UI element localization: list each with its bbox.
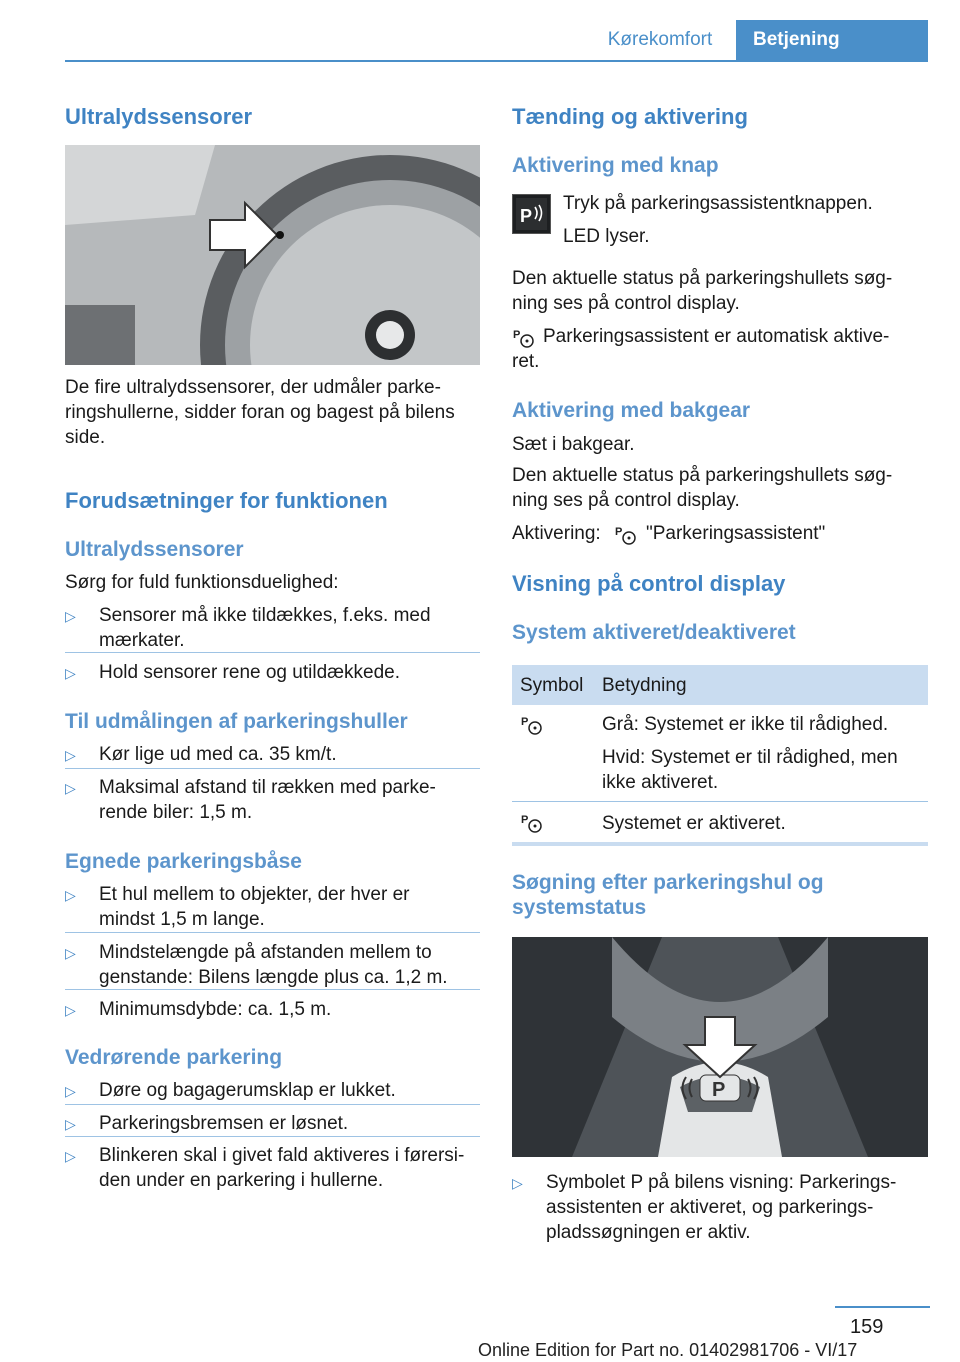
table-col-betydning: Betydning xyxy=(602,675,687,696)
footer-rule xyxy=(835,1306,930,1308)
text-saet: Sæt i bakgear. xyxy=(512,434,635,455)
bullet-triangle-icon: ▷ xyxy=(65,945,76,961)
bullet-triangle-icon: ▷ xyxy=(65,608,76,624)
parking-assistant-icon xyxy=(520,713,546,737)
bullet-triangle-icon: ▷ xyxy=(65,887,76,903)
sensor-photo xyxy=(65,145,480,365)
bullet-triangle-icon: ▷ xyxy=(65,1148,76,1164)
parking-assistant-icon xyxy=(614,523,640,547)
parking-assistant-icon-glyph xyxy=(614,523,640,547)
text-led: LED lyser. xyxy=(563,226,650,247)
status-text-1 xyxy=(512,266,928,316)
list-item xyxy=(65,1078,480,1103)
text-line: mærkater. xyxy=(99,630,185,651)
aktivering-label: Aktivering: xyxy=(512,523,601,544)
list-item xyxy=(65,1143,480,1193)
text-line: Sensorer må ikke tildækkes, f.eks. med xyxy=(99,605,431,626)
display-p-label: P xyxy=(712,1079,726,1101)
page-number: 159 xyxy=(850,1316,884,1338)
bullet-triangle-icon: ▷ xyxy=(65,1083,76,1099)
text-line: mindst 1,5 m lange. xyxy=(99,909,265,930)
text-line: Symbolet P på bilens visning: Parkerings- xyxy=(546,1172,897,1193)
bullet-triangle-icon: ▷ xyxy=(65,747,76,763)
display-photo xyxy=(512,937,928,1157)
text-line: rende biler: 1,5 m. xyxy=(99,802,253,823)
text-line: ikke aktiveret. xyxy=(602,772,719,793)
list-item xyxy=(65,997,480,1022)
subheading-egnede: Egnede parkeringsbåse xyxy=(65,850,302,873)
aktivering-value: "Parkeringsassistent" xyxy=(646,523,826,544)
text-line: den under en parkering i hullerne. xyxy=(99,1170,384,1191)
separator xyxy=(65,768,480,769)
heading-ultralydssensorer: Ultralydssensorer xyxy=(65,104,253,129)
table-row-1 xyxy=(602,712,928,795)
parking-assistant-icon-glyph xyxy=(520,811,546,835)
list-item xyxy=(65,742,480,767)
text-sorg: Sørg for fuld funktionsduelighed: xyxy=(65,572,339,593)
list-item xyxy=(65,660,480,685)
sensor-description xyxy=(65,375,480,450)
subheading-knap: Aktivering med knap xyxy=(512,154,719,177)
text-line: ning ses på control display. xyxy=(512,293,740,314)
heading-visning: Visning på control display xyxy=(512,571,786,596)
text-line: systemstatus xyxy=(512,896,647,919)
text-line: genstande: Bilens længde plus ca. 1,2 m. xyxy=(99,967,448,988)
separator xyxy=(65,652,480,653)
button-icon xyxy=(512,194,551,234)
list-item xyxy=(65,775,480,825)
list-item xyxy=(65,1111,480,1136)
svg-text:P: P xyxy=(513,329,521,341)
status-text-2 xyxy=(512,463,928,513)
separator xyxy=(65,932,480,933)
svg-text:P: P xyxy=(521,716,529,728)
display-illustration xyxy=(512,937,928,1157)
text-line: Hold sensorer rene og utildækkede. xyxy=(99,662,401,683)
bullet-triangle-icon: ▷ xyxy=(65,1116,76,1132)
text-line: Parkeringsassistent er automatisk aktive- xyxy=(543,326,890,347)
parking-assistant-icon-glyph xyxy=(520,713,546,737)
list-item xyxy=(65,882,480,932)
text-line: pladssøgningen er aktiv. xyxy=(546,1222,751,1243)
heading-forudsaetninger: Forudsætninger for funktionen xyxy=(65,488,388,513)
footer-edition: Online Edition for Part no. 01402981706 - VI/17 xyxy=(478,1340,858,1360)
svg-text:P: P xyxy=(520,206,533,226)
sensor-photo-illustration xyxy=(65,145,480,365)
text-line: Den aktuelle status på parkeringshullets søg- xyxy=(512,465,893,486)
svg-text:P: P xyxy=(615,526,623,538)
bullet-triangle-icon: ▷ xyxy=(65,665,76,681)
text-line: Maksimal afstand til rækken med parke- xyxy=(99,777,436,798)
text-line: Kør lige ud med ca. 35 km/t. xyxy=(99,744,337,765)
subheading-sogning xyxy=(512,870,824,920)
text-line: Et hul mellem to objekter, der hver er xyxy=(99,884,410,905)
list-item xyxy=(512,1170,928,1245)
text-line: Blinkeren skal i givet fald aktiveres i førersi- xyxy=(99,1145,465,1166)
svg-text:P: P xyxy=(521,814,529,826)
table-bottom-rule xyxy=(512,842,928,846)
text-line: Minimumsdybde: ca. 1,5 m. xyxy=(99,999,332,1020)
subheading-bakgear: Aktivering med bakgear xyxy=(512,399,751,422)
text-line: ringshullerne, sidder foran og bagest på bilens xyxy=(65,402,455,423)
text-line: Søgning efter parkeringshul og xyxy=(512,871,824,894)
button-icon-glyph xyxy=(513,195,550,233)
separator xyxy=(65,1136,480,1137)
text-line: ning ses på control display. xyxy=(512,490,740,511)
table-col-symbol: Symbol xyxy=(520,675,584,696)
auto-text xyxy=(512,324,928,374)
subheading-maaling: Til udmålingen af parkeringshuller xyxy=(65,710,408,733)
text-tryk: Tryk på parkeringsassistentknappen. xyxy=(563,193,873,214)
text-line: assistenten er aktiveret, og parkerings- xyxy=(546,1197,874,1218)
subheading-system: System aktiveret/deaktiveret xyxy=(512,621,796,644)
heading-taending: Tænding og aktivering xyxy=(512,104,748,129)
text-line: Mindstelængde på afstanden mellem to xyxy=(99,942,432,963)
header-tab-betjening[interactable]: Betjening xyxy=(736,20,928,60)
text-line: Døre og bagagerumsklap er lukket. xyxy=(99,1080,396,1101)
text-line: ret. xyxy=(512,351,540,372)
text-line: Hvid: Systemet er til rådighed, men xyxy=(602,747,898,768)
separator xyxy=(65,1104,480,1105)
text-line: Den aktuelle status på parkeringshullets søg- xyxy=(512,268,893,289)
bullet-triangle-icon: ▷ xyxy=(65,780,76,796)
subheading-vedrorende: Vedrørende parkering xyxy=(65,1046,283,1069)
bullet-triangle-icon: ▷ xyxy=(512,1175,523,1191)
text-line: Parkeringsbremsen er løsnet. xyxy=(99,1113,349,1134)
list-item xyxy=(65,940,480,990)
header-rule xyxy=(65,60,928,62)
separator xyxy=(65,989,480,990)
subheading-ultralydssensorer: Ultralydssensorer xyxy=(65,538,244,561)
text-line: De fire ultralydssensorer, der udmåler parke- xyxy=(65,377,441,398)
table-separator xyxy=(512,801,928,802)
list-item xyxy=(65,603,480,653)
table-row-2: Systemet er aktiveret. xyxy=(602,813,786,834)
header-tab-korekomfort[interactable]: Kørekomfort xyxy=(607,29,713,50)
text-line: side. xyxy=(65,427,106,448)
text-line: Grå: Systemet er ikke til rådighed. xyxy=(602,714,889,735)
bullet-triangle-icon: ▷ xyxy=(65,1002,76,1018)
parking-assistant-icon xyxy=(520,811,546,835)
